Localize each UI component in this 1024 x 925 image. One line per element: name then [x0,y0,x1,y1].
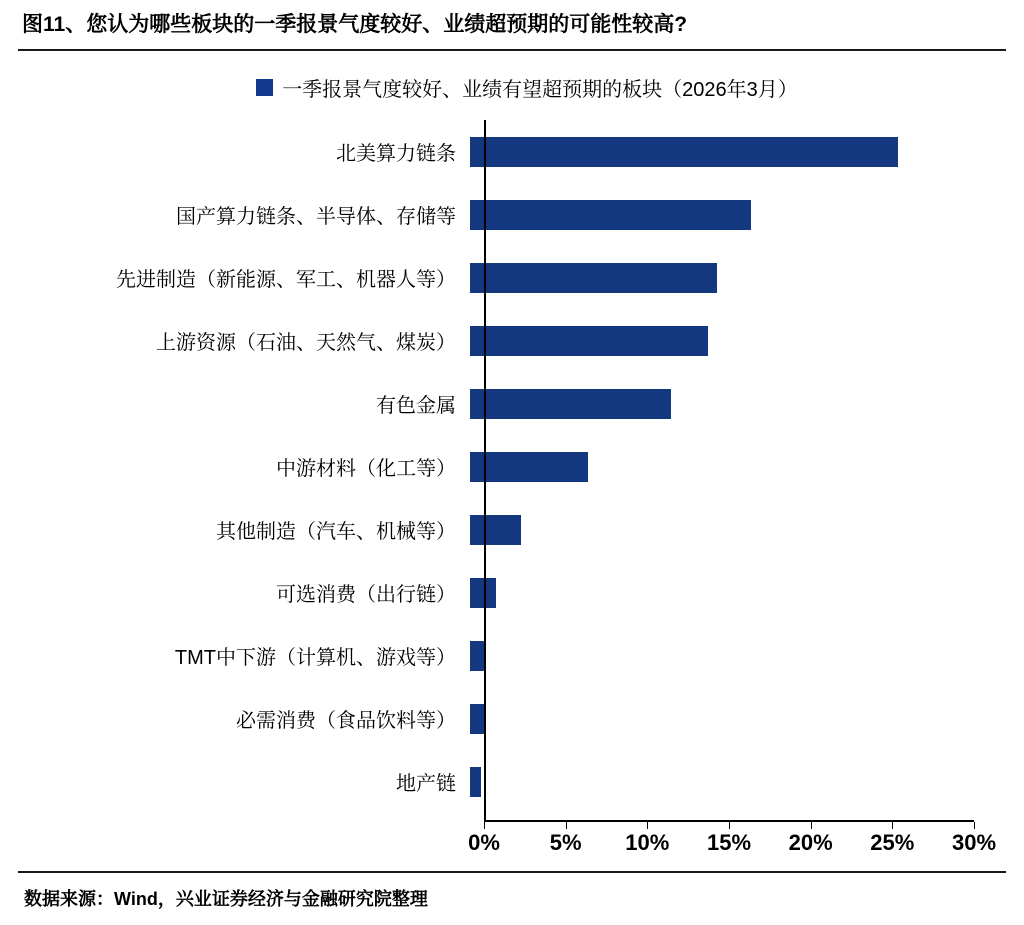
bar [470,137,898,167]
title-bar [18,0,1006,51]
bar-row [18,624,976,687]
x-tick-label: 5% [549,830,582,856]
bar-rows [18,120,976,820]
category-label: 必需消费（食品饮料等） [236,710,456,733]
chart-legend [48,73,1006,102]
category-label: TMT中下游（计算机、游戏等） [174,647,456,670]
source-note: 数据来源：Wind，兴业证券经济与金融研究院整理 [24,889,428,909]
bar [470,326,708,356]
bar [470,704,485,734]
bar-row [18,561,976,624]
bar-track [470,435,976,498]
bar-row [18,372,976,435]
x-tick-mark [647,822,648,829]
footer [18,871,1006,911]
chart-area [18,120,1006,856]
bar-track [470,372,976,435]
bar-row [18,120,976,183]
plot-region [18,120,1006,856]
x-tick-label: 10% [625,830,670,856]
x-tick-mark [566,822,567,829]
bar-track [470,183,976,246]
bar-row [18,183,976,246]
x-tick-label: 30% [951,830,997,856]
bar [470,767,481,797]
category-label: 可选消费（出行链） [276,584,456,607]
bar-row [18,435,976,498]
legend-swatch-icon [256,79,273,96]
bar-track [470,750,976,813]
bar-track [470,561,976,624]
legend-label: 一季报景气度较好、业绩有望超预期的板块（2026年3月） [282,79,798,102]
bar [470,389,671,419]
bar-track [470,120,976,183]
x-tick-mark [974,822,975,829]
category-label: 中游材料（化工等） [276,458,456,481]
bar [470,452,588,482]
bar-track [470,498,976,561]
bar-track [470,309,976,372]
category-label: 国产算力链条、半导体、存储等 [176,206,456,229]
category-label: 北美算力链条 [336,143,456,166]
bar-row [18,309,976,372]
bar [470,263,717,293]
x-tick-mark [484,822,485,829]
page-title: 图11、您认为哪些板块的一季报景气度较好、业绩超预期的可能性较高? [22,13,688,36]
bar-track [470,687,976,750]
bar-row [18,498,976,561]
x-tick-mark [811,822,812,829]
category-label: 有色金属 [376,395,456,418]
x-axis-ticks [468,822,997,862]
x-tick-label: 0% [468,830,500,856]
category-label: 地产链 [396,773,456,796]
x-tick-label: 15% [706,830,752,856]
category-label: 先进制造（新能源、军工、机器人等） [116,269,456,292]
bar-track [470,624,976,687]
bar-track [470,246,976,309]
bar-row [18,246,976,309]
category-label: 上游资源（石油、天然气、煤炭） [156,332,456,355]
bar [470,515,521,545]
x-tick-mark [892,822,893,829]
x-tick-label: 25% [870,830,915,856]
bar [470,200,751,230]
bar-row [18,687,976,750]
bar-row [18,750,976,813]
category-label: 其他制造（汽车、机械等） [216,521,456,544]
x-tick-label: 20% [788,830,833,856]
x-tick-mark [729,822,730,829]
y-axis-line [484,120,486,820]
